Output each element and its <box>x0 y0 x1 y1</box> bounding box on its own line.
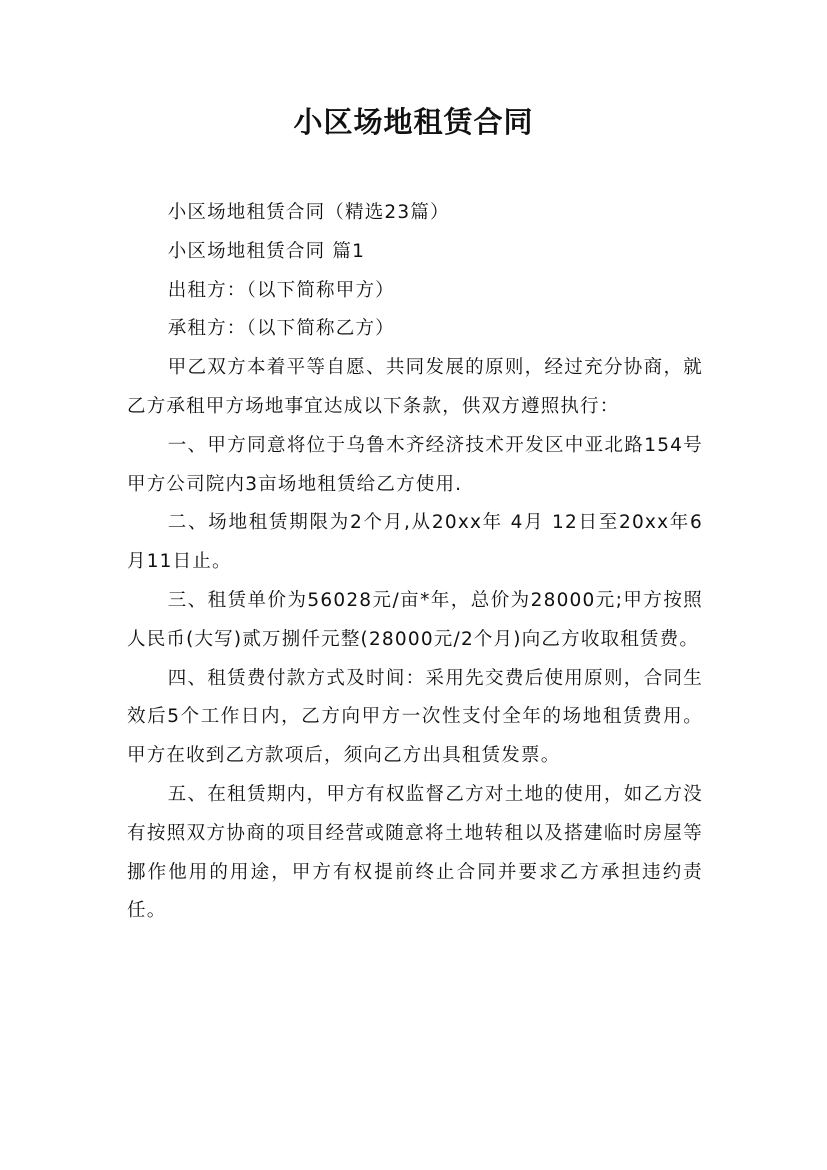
paragraph-clause-5: 五、在租赁期内，甲方有权监督乙方对土地的使用，如乙方没有按照双方协商的项目经营或随意将土地转租以及搭建临时房屋等挪作他用的用途，甲方有权提前终止合同并要求乙方承担违约责任。 <box>127 783 703 922</box>
paragraph-section-heading: 小区场地租赁合同 篇1 <box>167 240 366 262</box>
paragraph-clause-2: 二、场地租赁期限为2个月,从20xx年 4月 12日至20xx年6月11日止。 <box>127 512 703 573</box>
paragraph-clause-4: 四、租赁费付款方式及时间：采用先交费后使用原则，合同生效后5个工作日内，乙方向甲方一次性支付全年的场地租赁费用。甲方在收到乙方款项后，须向乙方出具租赁发票。 <box>127 667 703 767</box>
paragraph-preamble: 甲乙双方本着平等自愿、共同发展的原则，经过充分协商，就乙方承租甲方场地事宜达成以下条款，供双方遵照执行： <box>127 357 703 417</box>
paragraph-clause-3: 三、租赁单价为56028元/亩*年，总价为28000元;甲方按照人民币(大写)贰万捌仟元整(28000元/2个月)向乙方收取租赁费。 <box>127 589 703 650</box>
paragraph-lessee: 承租方：（以下简称乙方） <box>167 318 395 340</box>
paragraph-subtitle: 小区场地租赁合同（精选23篇） <box>167 202 450 223</box>
paragraph-clause-1: 一、甲方同意将位于乌鲁木齐经济技术开发区中亚北路154号甲方公司院内3亩场地租赁给乙方使用. <box>127 434 703 495</box>
paragraph-lessor: 出租方：（以下简称甲方） <box>167 279 395 301</box>
document-body <box>127 194 703 931</box>
document-title: 小区场地租赁合同 <box>293 105 534 139</box>
